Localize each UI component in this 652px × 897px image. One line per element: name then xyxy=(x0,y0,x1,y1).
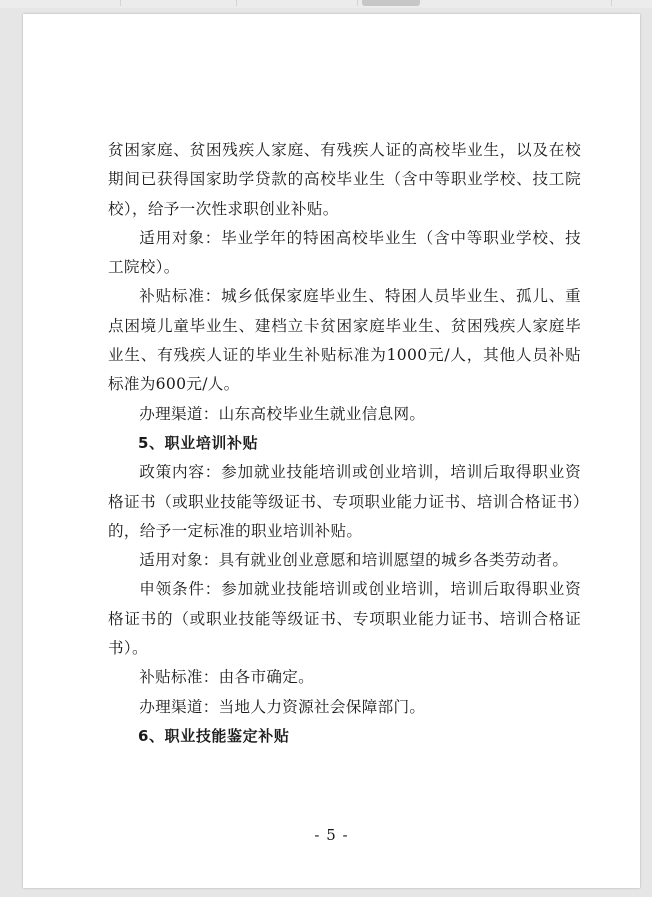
paragraph-target-audience-2: 适用对象：具有就业创业意愿和培训愿望的城乡各类劳动者。 xyxy=(139,551,569,570)
paragraph-subsidy-standard: 补贴标准：城乡低保家庭毕业生、特困人员毕业生、孤儿、重点困境儿童毕业生、建档立卡贫困家庭毕业生、贫困残疾人家庭毕业生、有残疾人证的毕业生补贴标准为1000元/人，其他人员补贴标准为600元/人。 xyxy=(108,287,581,394)
toolbar-segment xyxy=(0,0,121,6)
page-content xyxy=(108,136,581,751)
paragraph-channel-2: 办理渠道：当地人力资源社会保障部门。 xyxy=(139,697,426,716)
toolbar-segment xyxy=(121,0,237,6)
section-heading-skill-appraisal: 6、职业技能鉴定补贴 xyxy=(138,726,290,745)
document-page xyxy=(23,14,640,888)
paragraph-target-audience: 适用对象：毕业学年的特困高校毕业生（含中等职业学校、技工院校）。 xyxy=(108,228,581,277)
page-number: - 5 - xyxy=(314,826,349,844)
section-heading-vocational-training: 5、职业培训补贴 xyxy=(138,433,259,452)
toolbar-segment xyxy=(237,0,358,6)
paragraph-subsidy-standard-2: 补贴标准：由各市确定。 xyxy=(139,668,315,687)
scroll-thumb[interactable] xyxy=(362,0,420,6)
paragraph-application-conditions: 申领条件：参加就业技能培训或创业培训，培训后取得职业资格证书的（或职业技能等级证书、专项职业能力证书、培训合格证书）。 xyxy=(108,580,581,658)
paragraph-continuation: 贫困家庭、贫困残疾人家庭、有残疾人证的高校毕业生，以及在校期间已获得国家助学贷款的高校毕业生（含中等职业学校、技工院校），给予一次性求职创业补贴。 xyxy=(108,141,581,218)
paragraph-channel: 办理渠道：山东高校毕业生就业信息网。 xyxy=(139,404,426,423)
paragraph-policy-content: 政策内容：参加就业技能培训或创业培训，培训后取得职业资格证书（或职业技能等级证书、专项职业能力证书、培训合格证书）的，给予一定标准的职业培训补贴。 xyxy=(108,463,581,540)
toolbar-segment xyxy=(476,0,612,6)
toolbar-strip xyxy=(0,0,652,8)
